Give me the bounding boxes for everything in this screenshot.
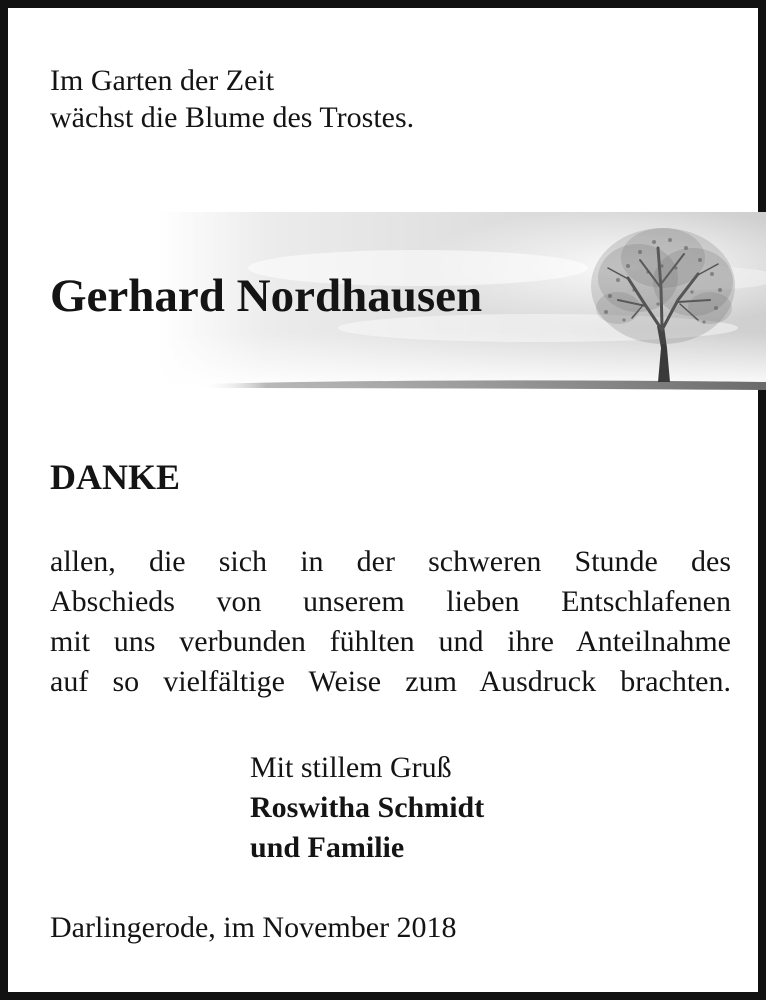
signature-family: und Familie — [250, 831, 405, 864]
place-date: Darlingerode, im November 2018 — [50, 911, 457, 944]
signature-name: Roswitha Schmidt — [250, 791, 485, 824]
message-line-3: mit uns verbunden fühlten und ihre Anteilnahme — [50, 625, 731, 658]
deceased-name: Gerhard Nordhausen — [50, 270, 483, 322]
thanks-heading: DANKE — [50, 457, 181, 497]
thanks-message — [50, 542, 731, 702]
message-line-4: auf so vielfältige Weise zum Ausdruck brachten. — [50, 665, 731, 698]
message-line-2: Abschieds von unserem lieben Entschlafenen — [50, 585, 731, 618]
message-line-1: allen, die sich in der schweren Stunde des — [50, 545, 731, 578]
motto-line-1: Im Garten der Zeit — [50, 64, 275, 97]
motto — [50, 62, 414, 136]
signature-greeting: Mit stillem Gruß — [250, 751, 452, 784]
motto-line-2: wächst die Blume des Trostes. — [50, 101, 415, 134]
signature-block — [250, 748, 484, 868]
